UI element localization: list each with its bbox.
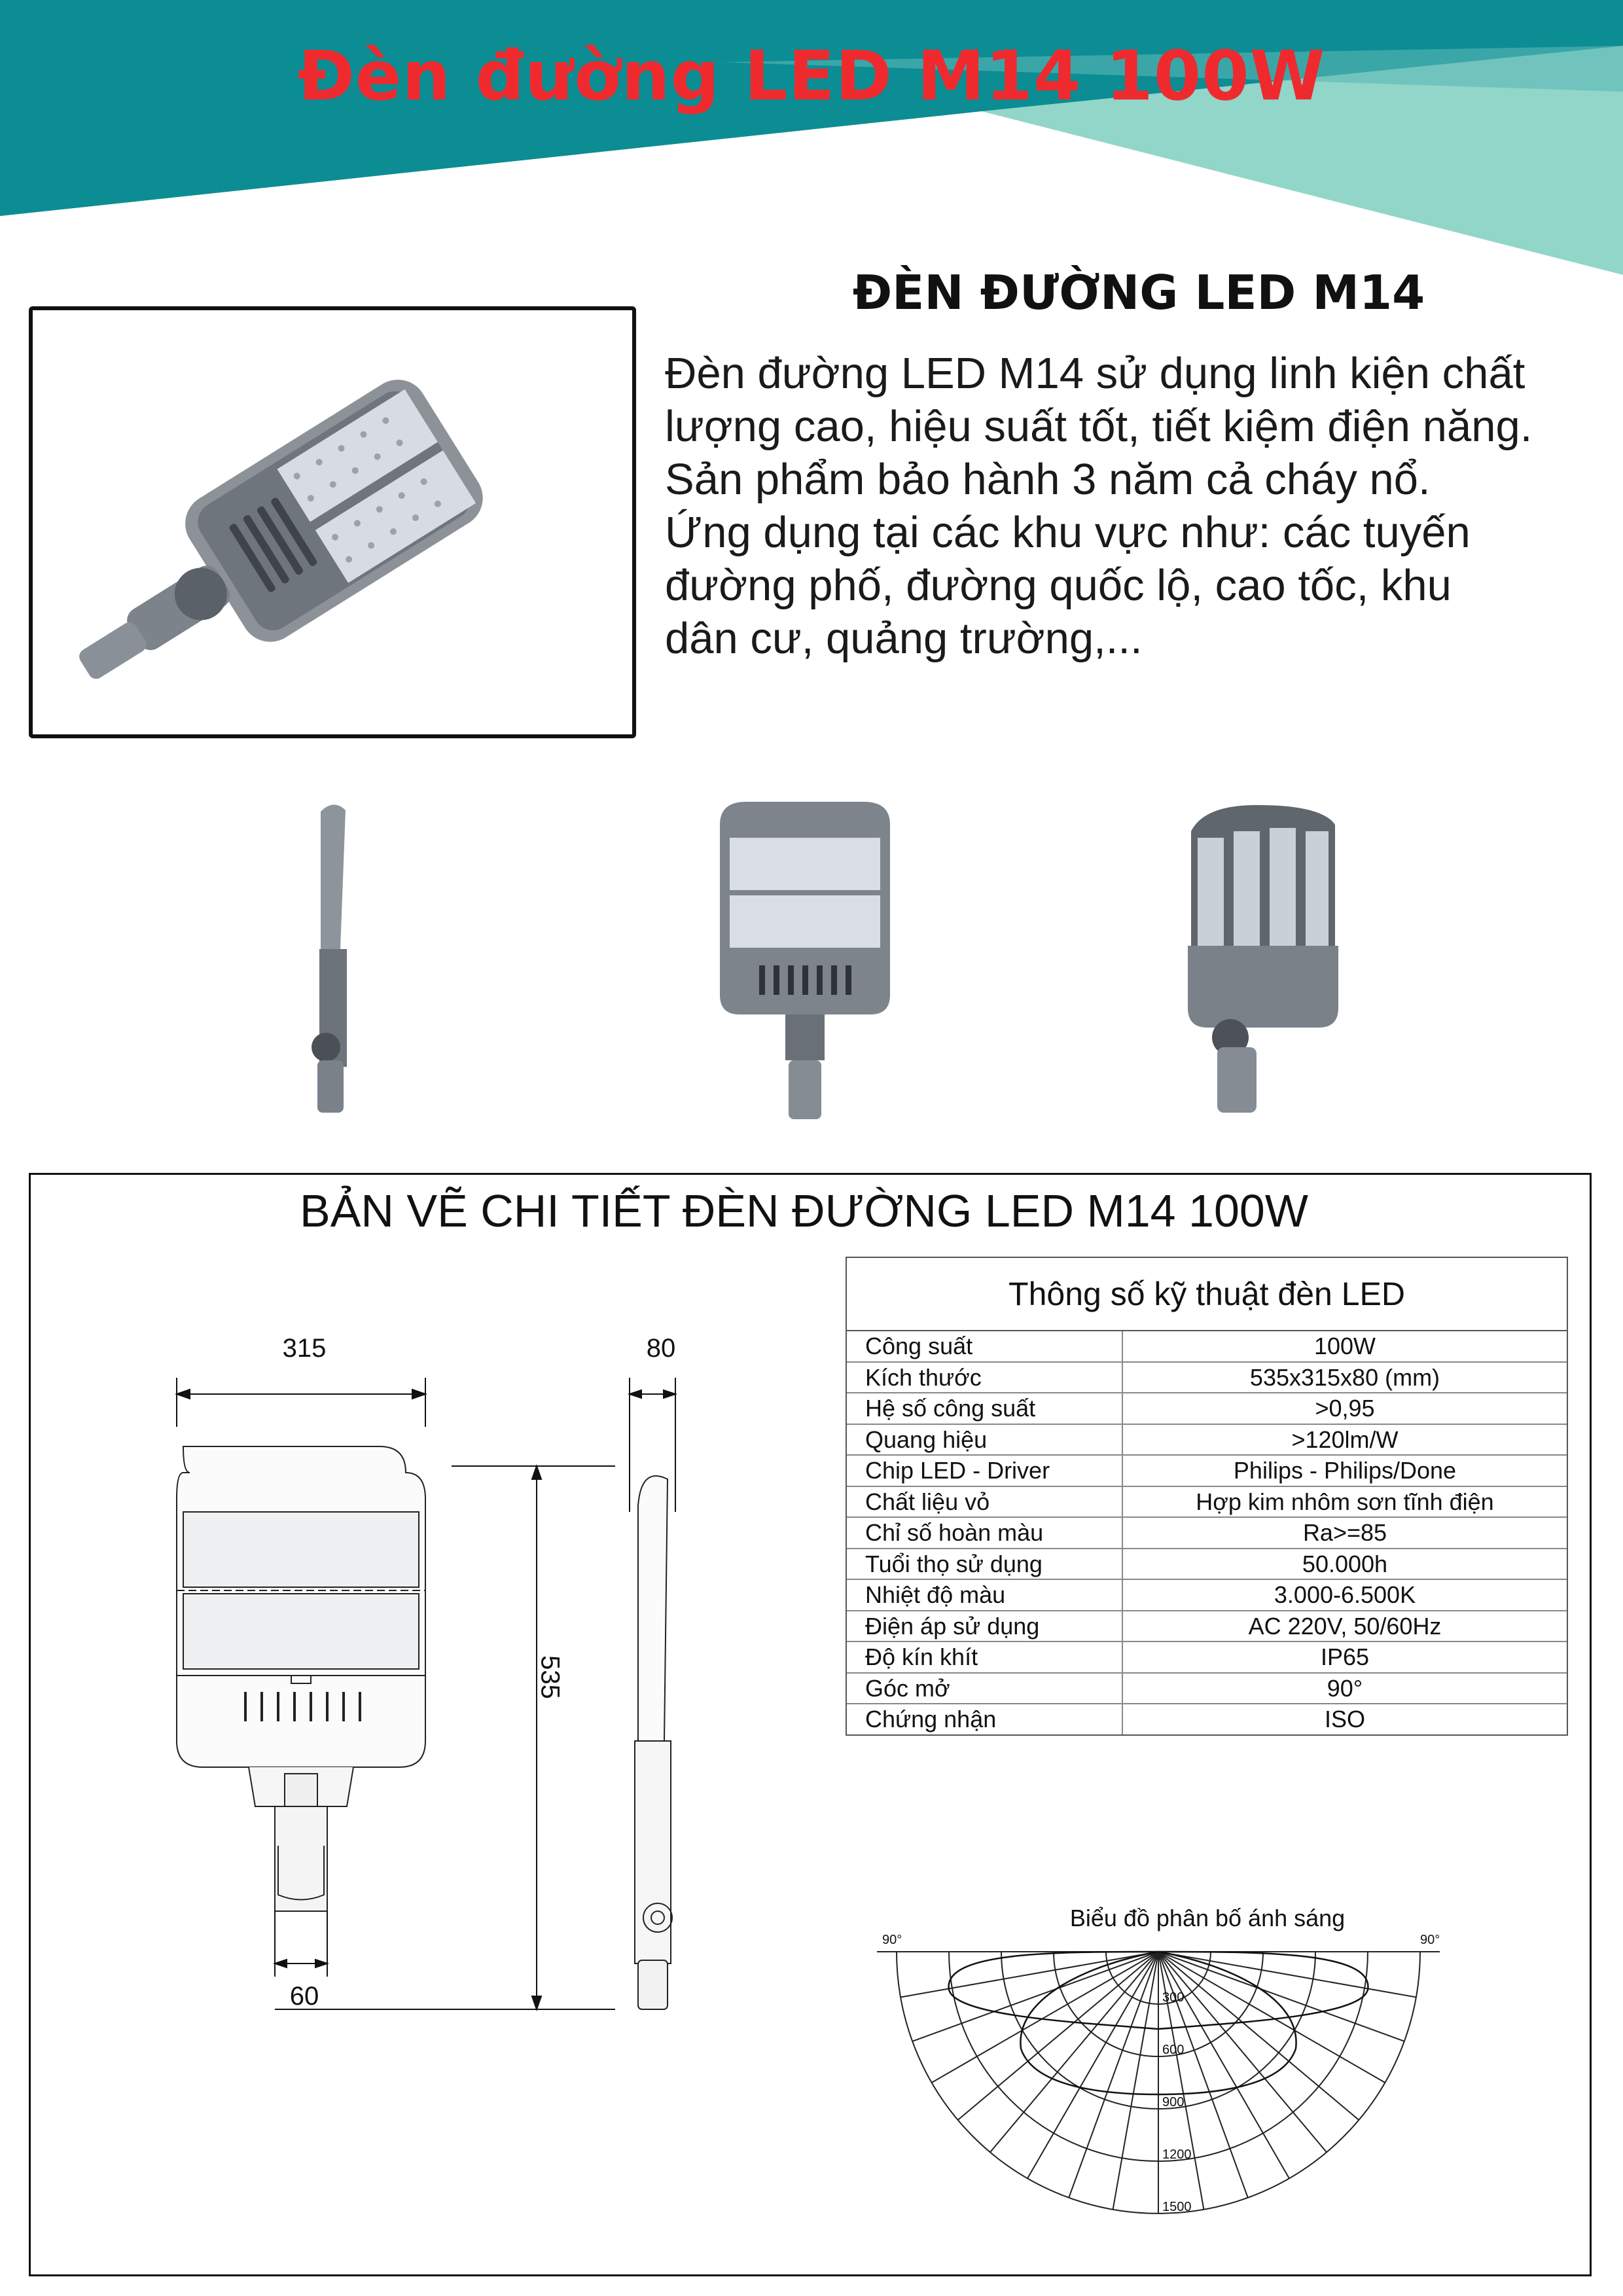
spec-label: Hệ số công suất	[847, 1393, 1122, 1424]
front-view-image	[713, 798, 897, 1126]
dimension-depth-label: 80	[646, 1334, 676, 1363]
spec-row	[847, 1424, 1567, 1456]
spec-value: 535x315x80 (mm)	[1122, 1362, 1567, 1393]
spec-value: 50.000h	[1122, 1549, 1567, 1580]
spec-row	[847, 1611, 1567, 1642]
hero-image-frame	[29, 306, 636, 738]
spec-value: IP65	[1122, 1641, 1567, 1673]
light-distribution-polar-chart	[857, 1931, 1459, 2214]
dimension-length-label: 535	[535, 1655, 565, 1699]
side-view-image	[288, 798, 380, 1126]
spec-row	[847, 1517, 1567, 1549]
description-line: Ứng dụng tại các khu vực như: các tuyến	[665, 508, 1471, 557]
spec-value: AC 220V, 50/60Hz	[1122, 1611, 1567, 1642]
angled-view-image	[1178, 798, 1348, 1126]
description-line: dân cư, quảng trường,...	[665, 614, 1143, 663]
spec-label: Chỉ số hoàn màu	[847, 1517, 1122, 1549]
spec-value: Philips - Philips/Done	[1122, 1455, 1567, 1486]
spec-row	[847, 1673, 1567, 1704]
spec-row	[847, 1641, 1567, 1673]
polar-ring-label: 1500	[1162, 2200, 1192, 2214]
polar-ring-label: 900	[1162, 2095, 1185, 2109]
spec-value: ISO	[1122, 1704, 1567, 1734]
spec-value: 3.000-6.500K	[1122, 1579, 1567, 1611]
spec-table-box	[846, 1257, 1568, 1736]
technical-drawing	[157, 1348, 746, 2029]
spec-value: 90°	[1122, 1673, 1567, 1704]
spec-row	[847, 1486, 1567, 1518]
polar-angle-left: 90°	[882, 1933, 902, 1947]
spec-label: Chứng nhận	[847, 1704, 1122, 1734]
spec-row	[847, 1704, 1567, 1734]
spec-label: Quang hiệu	[847, 1424, 1122, 1456]
spec-label: Nhiệt độ màu	[847, 1579, 1122, 1611]
street-light-hero-image	[33, 310, 632, 734]
spec-value: >0,95	[1122, 1393, 1567, 1424]
spec-table	[847, 1331, 1567, 1734]
spec-value: Ra>=85	[1122, 1517, 1567, 1549]
spec-label: Kích thước	[847, 1362, 1122, 1393]
spec-row	[847, 1579, 1567, 1611]
spec-row	[847, 1331, 1567, 1362]
polar-chart-title: Biểu đồ phân bố ánh sáng	[1069, 1905, 1346, 1931]
description-line: đường phố, đường quốc lộ, cao tốc, khu	[665, 561, 1452, 610]
spec-label: Độ kín khít	[847, 1641, 1122, 1673]
spec-value: >120lm/W	[1122, 1424, 1567, 1456]
description-line: Sản phẩm bảo hành 3 năm cả cháy nổ.	[665, 455, 1431, 504]
spec-row	[847, 1393, 1567, 1424]
spec-label: Chip LED - Driver	[847, 1455, 1122, 1486]
description-line: lượng cao, hiệu suất tốt, tiết kiệm điện năng.	[665, 402, 1533, 451]
spec-label: Điện áp sử dụng	[847, 1611, 1122, 1642]
spec-value: Hợp kim nhôm sơn tĩnh điện	[1122, 1486, 1567, 1518]
polar-ring-label: 300	[1162, 1990, 1185, 2005]
spec-row	[847, 1362, 1567, 1393]
polar-ring-label: 600	[1162, 2043, 1185, 2057]
spec-row	[847, 1455, 1567, 1486]
polar-angle-right: 90°	[1420, 1933, 1440, 1947]
dimension-width-label: 315	[282, 1334, 327, 1363]
drawing-title: BẢN VẼ CHI TIẾT ĐÈN ĐƯỜNG LED M14 100W	[300, 1185, 1308, 1236]
spec-label: Công suất	[847, 1331, 1122, 1362]
description-line: Đèn đường LED M14 sử dụng linh kiện chất	[665, 349, 1525, 398]
spec-label: Góc mở	[847, 1673, 1122, 1704]
spec-row	[847, 1549, 1567, 1580]
polar-ring-label: 1200	[1162, 2147, 1192, 2162]
spec-value: 100W	[1313, 1333, 1376, 1360]
spec-label: Chất liệu vỏ	[847, 1486, 1122, 1518]
spec-label: Tuổi thọ sử dụng	[847, 1549, 1122, 1580]
dimension-pole-label: 60	[289, 1982, 319, 2011]
product-description	[665, 347, 1607, 665]
product-heading: ĐÈN ĐƯỜNG LED M14	[852, 265, 1425, 320]
page-title: Đèn đường LED M14 100W	[297, 36, 1326, 116]
spec-table-title: Thông số kỹ thuật đèn LED	[847, 1258, 1567, 1331]
